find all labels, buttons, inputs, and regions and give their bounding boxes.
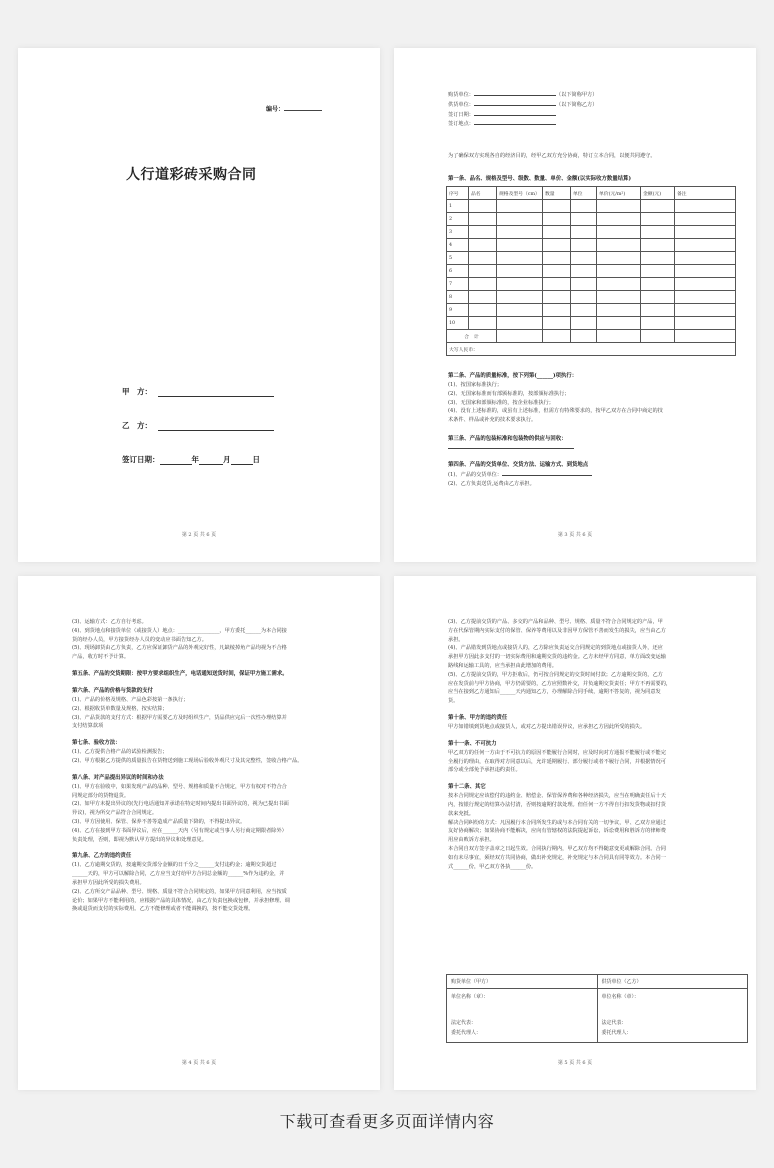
intro-paragraph: 为了确保双方实现各自的经济目的，经甲乙双方充分协商，特订立本合同，以便共同遵守。 第一条、品名、规格及型号、级数、数量、单价、金额(以实际收方数量结算) — [448, 153, 656, 182]
table-row: 4 — [447, 239, 736, 252]
contract-page-4 — [18, 576, 380, 1090]
page-footer: 第 3 页 共 6 页 — [557, 532, 593, 538]
table-header-row: 序号 品名 规格及型号（cm） 数量 单位 单价(元/m²) 金额(元) 备注 — [447, 187, 736, 200]
product-table — [446, 186, 736, 356]
download-caption: 下载可查看更多页面详情内容 — [279, 1112, 495, 1131]
parties-header: 购货单位： （以下简称甲方） 供货单位： （以下简称乙方） 签订日期： 签订地点： — [448, 92, 598, 128]
table-row: 5 — [447, 252, 736, 265]
contract-number: 编号： — [266, 104, 322, 113]
party-a-line: 甲 方： — [122, 386, 274, 397]
signature-table: 购货单位（甲方） 供货单位（乙方） 单位名称（章）： 法定代表： 委托代理人： 单位名称（章）： 法定代表： 委托代理人： — [446, 974, 748, 1043]
page-footer: 第 4 页 共 6 页 — [181, 1060, 217, 1066]
capital-row: 大写人民币： — [447, 343, 736, 356]
party-b-line: 乙 方： — [122, 420, 274, 431]
terms-block: (3)、乙方提前交货的产品、多交的产品和品种、型号、规格、质量不符合合同规定的产品，甲 方在代保管期内实际支付的保管、保养等费用以及非因甲方保管不善而发生的损失，应当由乙方 承担。 (4)、产品错发到货地点或接货人的，乙方除应负责运交合同规定的到货地点或接货人外，还应 承担甲方因此多支付的一切实际费用和逾期交货的违约金。乙方未经甲方同意，单方面改变运输 路线和运输工具的，应当承担由此增加的费用。 (5)、乙方提前交货的，甲方拒收后，仍可按合同规定的交货时间付款；乙方逾期交货的，乙方 应在发货前与甲方协商，甲方仍需要的，乙方应照数补交，并负逾期交货责任；甲方不再需要的， 应当在接到乙方通知后______天内通知乙方，办理解除合同手续，逾期不答复的，视为同意发 货。 第十条、甲方的违约责任 甲方如错填到货地点或接货人，或对乙方提出错误异议，应承担乙方因此所受的损失。 第十一条、不可抗力 甲乙双方的任何一方由于不可抗力的原因不能履行合同时，应及时向对方通报不能履行或不能完 全履行的理由，在取得对方同意以后，允许延期履行、部分履行或者不履行合同，并根据情况可 部分或全部免予承担违约责任。 第十二条、其它 按本合同规定应该偿付的违约金、赔偿金、保管保养费和各种经济损失，应当在明确责任后十天 内，按银行规定的结算办法付清，否则按逾期付款处理。但任何一方不得自行扣发货物或扣付货 款来充抵。 解决合同纠纷的方式：凡因履行本合同所发生的或与本合同有关的一切争议，甲、乙双方应通过 友好协商解决；如果协商不能解决，应向有管辖权的法院提起诉讼，诉讼费用和胜诉方的律师费 用应由败诉方承担。 本合同自双方签字盖章之日起生效。合同执行期内，甲乙双方均不得随意变更或解除合同。合同 如有未尽事宜，须经双方共同协商，做出补充规定，补充规定与本合同具有同等效力。本合同一 式______份，甲乙双方各执______份。 — [448, 619, 672, 870]
contract-page-5 — [394, 576, 756, 1090]
terms-block: (3)、运输方式：乙方自行考虑。 (4)、到货地点和接货单位（或接货人）地点：________________，甲方委托______为本合同接 货的经办人员，甲方接货经办人员的变动应书面告知乙方。 (5)、现场卸货由乙方负责，乙方应保证卸货产品的外观完好性，凡缺棱掉角产品均视为不合格 产品，收方时不予计算。 第五条、产品的交货期限：按甲方要求组织生产，电话通知送货时间，保证甲方施工需求。 第六条、产品的价格与货款的支付 (1)、产品的价格及规格、产品色彩按第一条执行； (2)、根据收货单数量及规格，按实结算； (3)、产品货款的支付方式：根据甲方需要乙方及时组织生产，货品供应完后一次性办理结算并 支付结算款项 第七条、验收方法： (1)、乙方提供合格产品的试验检测报告； (2)、甲方根据乙方提供的质量报告在货物送到施工现场后验收外观尺寸及其完整性，签收合格产品。 第八条、对产品提出异议的时间和办法 (1)、甲方在验收中，如果发现产品的品种、型号、规格和质量不合规定，甲方有权对不符合合 同规定部分的货物退货。 (2)、如甲方未提出异议的(先行电话通知并承诺在特定时间内提出书面异议的，视为已提出书面 异议)，视为所交产品符合合同规定。 (3)、甲方因使用、保管、保养不善等造成产品质量下降的，不得提出异议。 (4)、乙方在接到甲方书面异议后，应在______天内（另有规定或当事人另行商定期限者除外） 负责处理，否则，即视为默认甲方提出的异议和处理意见。 第九条、乙方的违约责任 (1)、乙方逾期交货的，按逾期交货部分金额的日千分之______支付违约金；逾期交货超过 ______天的，甲方可以解除合同，乙方应当支付给甲方合同总金额的______%作为违约金，并 承担甲方因此所受的损失费用。 (2)、乙方所交产品品种、型号、规格、质量不符合合同规定的，如果甲方同意利用，应当按质 论价；如果甲方不能利用的，应根据产品的具体情况，由乙方负责包换或包修，并承担修理、调 换或退货而支付的实际费用。乙方不能修理或者不能调换的，按不能交货处理。 — [72, 619, 303, 913]
table-row: 10 — [447, 317, 736, 330]
table-row: 3 — [447, 226, 736, 239]
contract-page-3 — [394, 48, 756, 562]
table-row: 8 — [447, 291, 736, 304]
table-row: 9 — [447, 304, 736, 317]
table-row: 1 — [447, 200, 736, 213]
contract-title: 人行道彩砖采购合同 — [126, 167, 257, 183]
table-row: 2 — [447, 213, 736, 226]
sign-date-line: 签订日期： 年 月 日 — [122, 455, 260, 464]
page-footer: 第 5 页 共 6 页 — [557, 1060, 593, 1066]
page-footer: 第 2 页 共 6 页 — [181, 532, 217, 538]
table-row: 6 — [447, 265, 736, 278]
table-row: 7 — [447, 278, 736, 291]
quality-section: 第二条、产品的质量标准，按下列第(______)项执行： (1)、按国家标准执行； (2)、无国家标准而有部颁标准的，按部颁标准执行； (3)、无国家和部颁标准的，按企业标准执行； (4)、没有上述标准的，或虽有上述标准，但需方有特殊要求的，按甲乙双方在合同中商定的技 术条件、样品或补充的技术要求执行。 第三条、产品的包装标准和包装物的供应与回收： 第四条、产品的交货单位、交货方法、运输方式、到货地点 (1)、产品的交货单位： (2)、乙方负责送货,运费由乙方承担。 — [448, 373, 663, 487]
cover-page — [18, 48, 380, 562]
total-row: 合 计 — [447, 330, 736, 343]
